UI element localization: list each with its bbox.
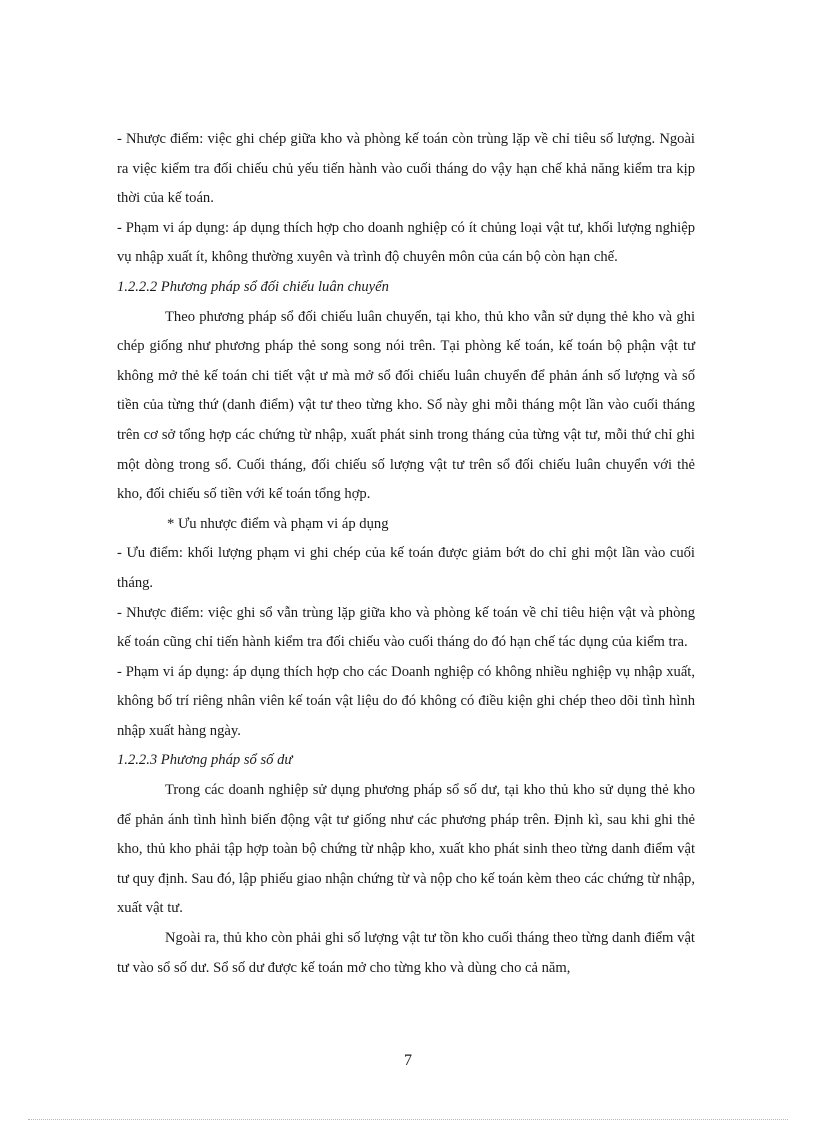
page-number: 7 — [404, 1052, 412, 1069]
paragraph-pham-vi-so-doi-chieu: - Phạm vi áp dụng: áp dụng thích hợp cho các Doanh nghiệp có không nhiều nghiệp vụ nhập xuất, không bố trí riêng nhân viên kế toán vật liệu do đó không có điều kiện ghi chép theo dõi tình hình nhập xuất hàng ngày. — [117, 663, 695, 739]
paragraph-so-so-du-body: Trong các doanh nghiệp sử dụng phương pháp sổ số dư, tại kho thủ kho sử dụng thẻ kho để phản ánh tình hình biến động vật tư giống như các phương pháp trên. Định kì, sau khi ghi thẻ kho, thủ kho phải tập hợp toàn bộ chứng từ nhập kho, xuất kho phát sinh theo từng danh điểm vật tư quy định. Sau đó, lập phiếu giao nhận chứng từ và nộp cho kế toán kèm theo các chứng từ nhập, xuất vật tư. — [117, 782, 695, 917]
paragraph-so-doi-chieu-body: Theo phương pháp sổ đối chiếu luân chuyển, tại kho, thủ kho vẫn sử dụng thẻ kho và ghi chép giống như phương pháp thẻ song song nói trên. Tại phòng kế toán, kế toán bộ phận vật tư không mở thẻ kế toán chi tiết vật ư mà mở sổ đối chiếu luân chuyển để phản ánh số lượng và số tiền của từng thứ (danh điểm) vật tư theo từng kho. Sổ này ghi mỗi tháng một lần vào cuối tháng trên cơ sở tổng hợp các chứng từ nhập, xuất phát sinh trong tháng của từng vật tư, mỗi thứ chỉ ghi một dòng trong sổ. Cuối tháng, đối chiếu số lượng vật tư trên sổ đối chiếu luân chuyển với thẻ kho, đối chiếu số tiền với kế toán tổng hợp. — [117, 308, 695, 503]
section-heading-so-doi-chieu: 1.2.2.2 Phương pháp sổ đối chiếu luân chuyển — [117, 278, 389, 295]
page-body — [117, 125, 695, 983]
section-heading-so-so-du: 1.2.2.3 Phương pháp sổ số dư — [117, 752, 293, 769]
paragraph-pham-vi-the-song-song: - Phạm vi áp dụng: áp dụng thích hợp cho doanh nghiệp có ít chủng loại vật tư, khối lượng nghiệp vụ nhập xuất ít, không thường xuyên và trình độ chuyên môn của cán bộ còn hạn chế. — [117, 219, 695, 266]
page-bottom-divider — [28, 1119, 788, 1120]
subheading-uu-nhuoc-diem: * Ưu nhược điểm và phạm vi áp dụng — [167, 515, 389, 532]
paragraph-so-so-du-continued: Ngoài ra, thủ kho còn phải ghi số lượng vật tư tồn kho cuối tháng theo từng danh điểm vật tư vào sổ số dư. Sổ số dư được kế toán mở cho từng kho và dùng cho cả năm, — [117, 930, 695, 976]
paragraph-uu-diem: - Ưu điểm: khối lượng phạm vi ghi chép của kế toán được giảm bớt do chỉ ghi một lần vào cuối tháng. — [117, 545, 695, 591]
paragraph-nhuoc-diem-the-song-song: - Nhược điểm: việc ghi chép giữa kho và phòng kế toán còn trùng lặp về chỉ tiêu số lượng. Ngoài ra việc kiểm tra đối chiếu chủ yếu tiến hành vào cuối tháng do vậy hạn chế khả năng kiểm tra kịp thời của kế toán. — [117, 131, 695, 207]
paragraph-nhuoc-diem-so-doi-chieu: - Nhược điểm: việc ghi sổ vẫn trùng lặp giữa kho và phòng kế toán về chỉ tiêu hiện vật và phòng kế toán cũng chỉ tiến hành kiểm tra đối chiếu vào cuối tháng do đó hạn chế tác dụng của kiểm tra. — [117, 604, 695, 651]
